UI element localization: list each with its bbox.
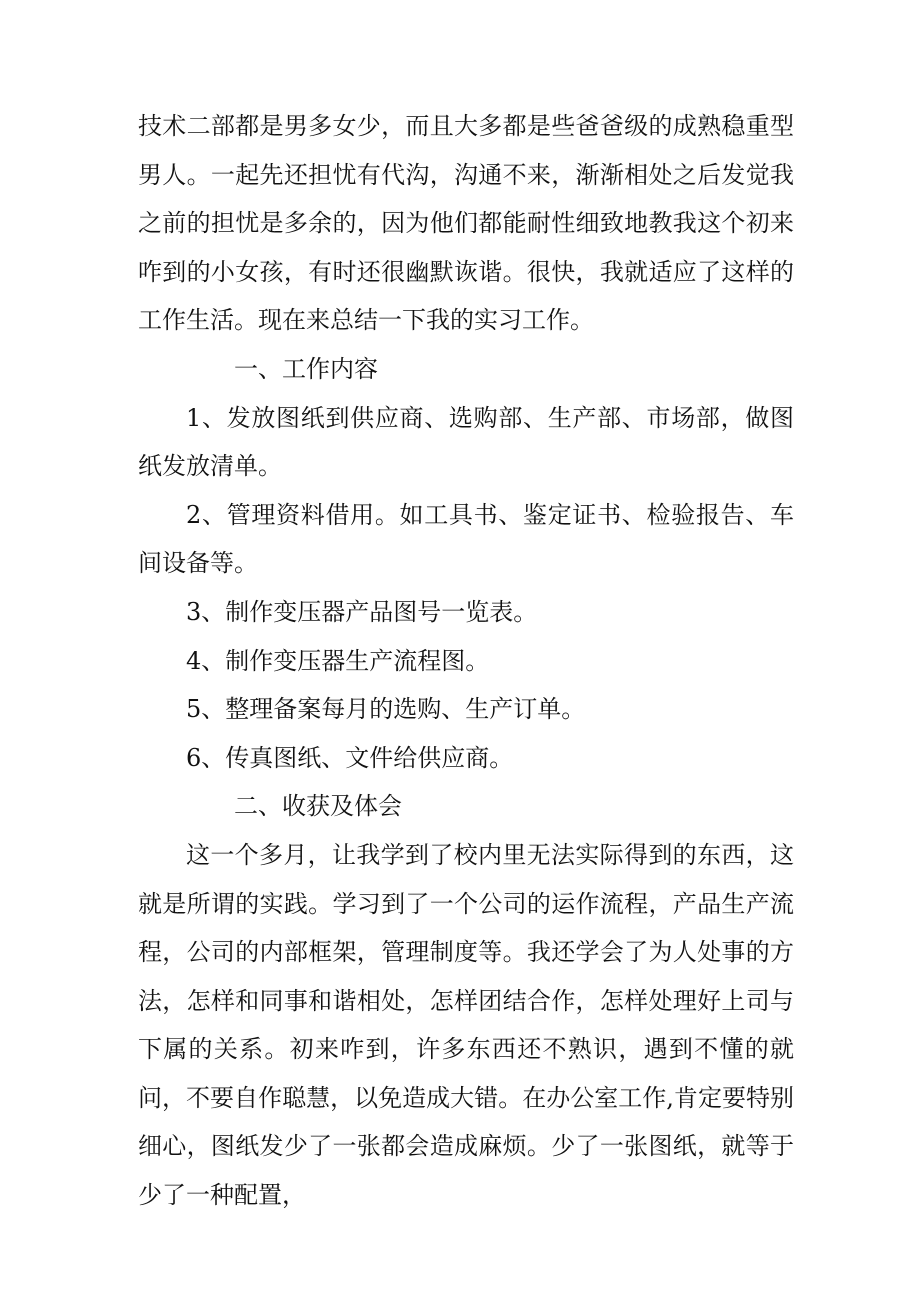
gains-paragraph: 这一个多月，让我学到了校内里无法实际得到的东西，这就是所谓的实践。学习到了一个公司的运作流程，产品生产流程，公司的内部框架，管理制度等。我还学会了为人处事的方法，怎样和同事和谐相处，怎样团结合作，怎样处理好上司与下属的关系。初来咋到，许多东西还不熟识，遇到不懂的就问，不要自作聪慧，以免造成大错。在办公室工作,肯定要特别细心，图纸发少了一张都会造成麻烦。少了一张图纸，就等于少了一种配置，	[138, 840, 794, 1210]
list-item-1: 1、发放图纸到供应商、选购部、生产部、市场部，做图纸发放清单。	[138, 403, 794, 481]
list-item-3: 3、制作变压器产品图号一览表。	[186, 597, 538, 626]
list-item-6: 6、传真图纸、文件给供应商。	[186, 743, 514, 772]
list-item-2: 2、管理资料借用。如工具书、鉴定证书、检验报告、车间设备等。	[138, 500, 794, 578]
list-item-5: 5、整理备案每月的选购、生产订单。	[186, 695, 586, 724]
section-heading-work-content: 一、工作内容	[234, 354, 378, 383]
intro-paragraph: 技术二部都是男多女少，而且大多都是些爸爸级的成熟稳重型男人。一起先还担忧有代沟，沟通不来，渐渐相处之后发觉我之前的担忧是多余的，因为他们都能耐性细致地教我这个初来咋到的小女孩，有时还很幽默诙谐。很快，我就适应了这样的工作生活。现在来总结一下我的实习工作。	[138, 112, 794, 335]
document-body	[138, 102, 794, 1220]
list-item-4: 4、制作变压器生产流程图。	[186, 646, 490, 675]
section-heading-gains: 二、收获及体会	[234, 792, 402, 821]
